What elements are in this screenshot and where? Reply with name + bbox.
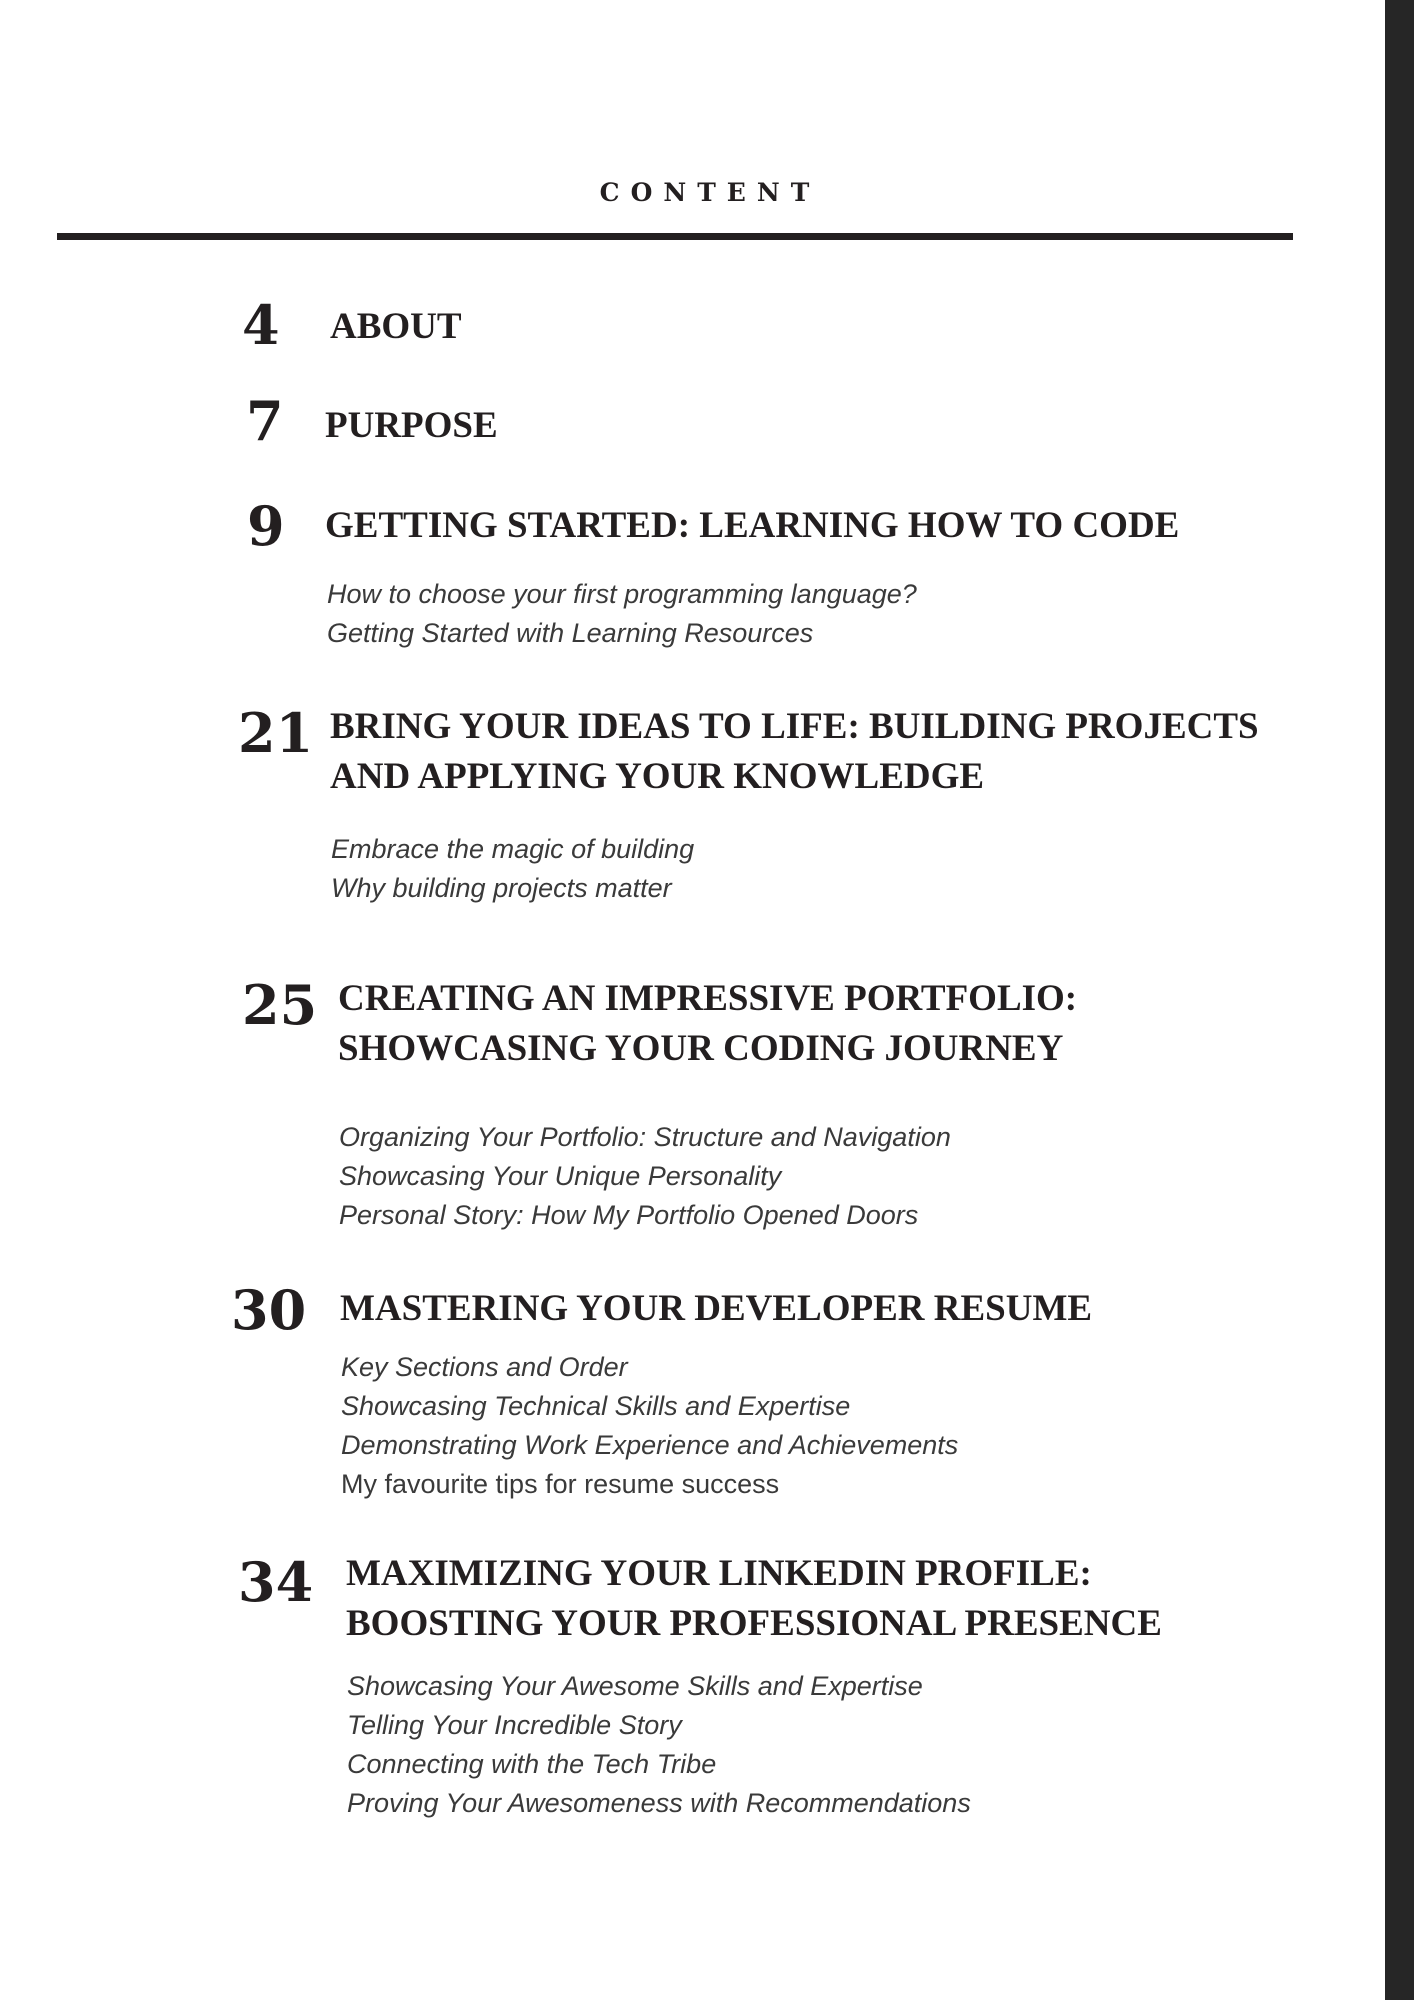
toc-subitems bbox=[331, 830, 694, 908]
toc-subitem: How to choose your first programming language? bbox=[327, 579, 917, 609]
toc-subitem: Showcasing Technical Skills and Expertise bbox=[341, 1391, 851, 1421]
toc-page-number: 30 bbox=[231, 1278, 307, 1342]
toc-page-number: 4 bbox=[242, 293, 280, 357]
toc-subitem: Demonstrating Work Experience and Achievements bbox=[341, 1430, 959, 1460]
toc-subitem: Key Sections and Order bbox=[341, 1352, 628, 1382]
toc-subitem: Telling Your Incredible Story bbox=[347, 1710, 682, 1740]
page-edge-bar bbox=[1385, 0, 1414, 2000]
toc-heading bbox=[338, 974, 1077, 1074]
toc-page-number: 21 bbox=[238, 701, 314, 765]
toc-subitem: Personal Story: How My Portfolio Opened Doors bbox=[339, 1200, 919, 1230]
toc-page-number: 7 bbox=[246, 389, 284, 453]
toc-heading bbox=[340, 1284, 1092, 1334]
toc-heading-line: PURPOSE bbox=[325, 405, 498, 446]
toc-page-number: 34 bbox=[238, 1550, 314, 1614]
toc-heading-line: ABOUT bbox=[330, 306, 462, 347]
toc-heading-line: AND APPLYING YOUR KNOWLEDGE bbox=[330, 756, 985, 797]
toc-heading-line: MASTERING YOUR DEVELOPER RESUME bbox=[340, 1288, 1093, 1329]
toc-subitem: Connecting with the Tech Tribe bbox=[347, 1749, 717, 1779]
toc-heading-line: SHOWCASING YOUR CODING JOURNEY bbox=[338, 1028, 1064, 1069]
toc-subitem: Organizing Your Portfolio: Structure and Navigation bbox=[339, 1122, 951, 1152]
toc-heading bbox=[330, 702, 1259, 802]
toc-subitems bbox=[341, 1348, 958, 1504]
toc-subitem: Proving Your Awesomeness with Recommendations bbox=[347, 1788, 971, 1818]
toc-heading-line: GETTING STARTED: LEARNING HOW TO CODE bbox=[325, 505, 1180, 546]
toc-heading-line: MAXIMIZING YOUR LINKEDIN PROFILE: bbox=[346, 1553, 1092, 1594]
toc-page-number: 25 bbox=[242, 973, 318, 1037]
toc-heading bbox=[325, 401, 498, 451]
toc-heading-line: BOOSTING YOUR PROFESSIONAL PRESENCE bbox=[346, 1603, 1162, 1644]
toc-subitem: Embrace the magic of building bbox=[331, 834, 695, 864]
toc-heading bbox=[330, 302, 462, 352]
toc-subitems bbox=[327, 575, 917, 653]
toc-subitems bbox=[347, 1667, 971, 1823]
toc-heading-line: CREATING AN IMPRESSIVE PORTFOLIO: bbox=[338, 978, 1078, 1019]
toc-subitem: Why building projects matter bbox=[331, 873, 672, 903]
toc-subitem: Showcasing Your Awesome Skills and Expertise bbox=[347, 1671, 923, 1701]
toc-subitem: Showcasing Your Unique Personality bbox=[339, 1161, 782, 1191]
toc-heading-line: BRING YOUR IDEAS TO LIFE: BUILDING PROJECTS bbox=[330, 706, 1259, 747]
toc-subitems bbox=[339, 1118, 951, 1235]
toc-heading bbox=[325, 501, 1179, 551]
toc-subitem: Getting Started with Learning Resources bbox=[327, 618, 814, 648]
title-divider bbox=[57, 233, 1293, 240]
toc-heading bbox=[346, 1549, 1162, 1649]
toc-page-number: 9 bbox=[247, 494, 285, 558]
toc-subitem: My favourite tips for resume success bbox=[341, 1469, 780, 1499]
page-title: CONTENT bbox=[599, 178, 821, 207]
